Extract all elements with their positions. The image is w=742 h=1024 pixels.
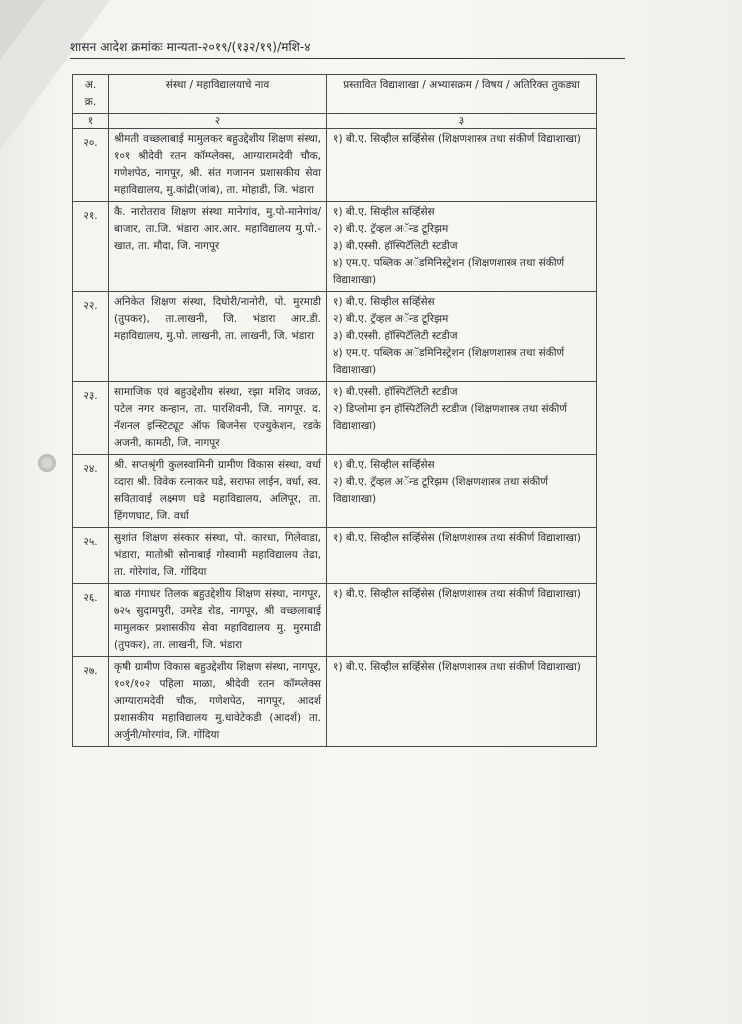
institution-name: कृषी ग्रामीण विकास बहुउद्देशीय शिक्षण संस्था, नागपूर, १०१/१०२ पहिला माळा, श्रीदेवी रतन कॉम्प्लेक्स आग्यारामदेवी चौक, गणेशपेठ, नागपूर, आदर्श प्रशासकीय महाविद्यालय मु.धावेटेकडी (आदर्श) ता. अर्जुनी/मोरगांव, जि. गोंदिया xyxy=(109,657,327,747)
course-item: १) बी.ए. सिव्हील सर्व्हिसेस xyxy=(333,296,435,308)
institution-name: सुशांत शिक्षण संस्कार संस्था, पो. कारधा, गिलेवाडा, भंडारा, मातोश्री सोनाबाई गोस्वामी महाविद्यालय तेढा, ता. गोरेगांव, जि. गोंदिया xyxy=(109,528,327,584)
course-item: ४) एम.ए. पब्लिक अॅडमिनिस्ट्रेशन (शिक्षणशास्त्र तथा संकीर्ण विद्याशाखा) xyxy=(333,347,565,376)
course-item: १) बी.ए. सिव्हील सर्व्हिसेस xyxy=(333,459,435,471)
proposed-courses xyxy=(327,382,597,455)
institution-name: बाळ गंगाधर तिलक बहुउद्देशीय शिक्षण संस्था, नागपूर, ७२५ सुदामपुरी, उमरेड रोड, नागपूर, श्री वच्छलाबाई मामुलकर प्रशासकीय सेवा महाविद्यालय मु. मुरमाडी (तुपकर), ता. लाखनी, जि. भंडारा xyxy=(109,584,327,657)
proposed-courses xyxy=(327,657,597,747)
proposed-courses xyxy=(327,129,597,202)
column-number: २ xyxy=(109,114,327,129)
table-row xyxy=(73,129,597,202)
proposed-courses xyxy=(327,455,597,528)
table-row xyxy=(73,657,597,747)
serial-number: २५. xyxy=(73,528,109,584)
sr-header: अ. क्र. xyxy=(73,75,109,114)
course-item: २) बी.ए. ट्रॅव्हल अॅन्ड टूरिझम (शिक्षणशास्त्र तथा संकीर्ण विद्याशाखा) xyxy=(333,476,548,505)
column-number: १ xyxy=(73,114,109,129)
proposed-courses xyxy=(327,202,597,292)
proposed-courses xyxy=(327,292,597,382)
course-item: ३) बी.एस्सी. हॉस्पिटॅलिटी स्टडीज xyxy=(333,330,458,342)
serial-number: २६. xyxy=(73,584,109,657)
course-item: २) बी.ए. ट्रॅव्हल अॅन्ड टूरिझम xyxy=(333,223,449,235)
table-header-row xyxy=(73,75,597,114)
course-item: २) डिप्लोमा इन हॉस्पिटॅलिटी स्टडीज (शिक्षणशास्त्र तथा संकीर्ण विद्याशाखा) xyxy=(333,403,567,432)
serial-number: २७. xyxy=(73,657,109,747)
table-row xyxy=(73,382,597,455)
serial-number: २४. xyxy=(73,455,109,528)
serial-number: २३. xyxy=(73,382,109,455)
serial-number: २०. xyxy=(73,129,109,202)
course-item: १) बी.एस्सी. हॉस्पिटॅलिटी स्टडीज xyxy=(333,386,458,398)
table-row xyxy=(73,292,597,382)
folded-corner-shadow xyxy=(0,0,45,60)
institution-name: श्रीमती वच्छलाबाई मामुलकर बहुउद्देशीय शिक्षण संस्था, १०१ श्रीदेवी रतन कॉम्प्लेक्स, आग्यारामदेवी चौक, गणेशपेठ, नागपूर, श्री. संत गजानन प्रशासकीय सेवा महाविद्यालय, मु.कांद्री(जांब), ता. मोहाडी, जि. भंडारा xyxy=(109,129,327,202)
course-item: १) बी.ए. सिव्हील सर्व्हिसेस (शिक्षणशास्त्र तथा संकीर्ण विद्याशाखा) xyxy=(333,133,581,145)
course-item: १) बी.ए. सिव्हील सर्व्हिसेस xyxy=(333,206,435,218)
order-number-header: शासन आदेश क्रमांकः मान्यता-२०१९/(१३२/१९)/मशि-४ xyxy=(70,40,311,54)
proposal-header: प्रस्तावित विद्याशाखा / अभ्यासक्रम / विषय / अतिरिक्त तुकड्या xyxy=(327,75,597,114)
serial-number: २१. xyxy=(73,202,109,292)
institution-name: श्री. सप्तश्रृंगी कुलस्वामिनी ग्रामीण विकास संस्था, वर्धा व्दारा श्री. विवेक रत्नाकर घडे, सराफा लाईन, वर्धा, स्व. सवितावाई लक्ष्मण घडे महाविद्यालय, अलिपूर, ता. हिंगणघाट, जि. वर्धा xyxy=(109,455,327,528)
table-row xyxy=(73,584,597,657)
column-number: ३ xyxy=(327,114,597,129)
course-item: ४) एम.ए. पब्लिक अॅडमिनिस्ट्रेशन (शिक्षणशास्त्र तथा संकीर्ण विद्याशाखा) xyxy=(333,257,565,286)
table-row xyxy=(73,455,597,528)
table-row xyxy=(73,202,597,292)
institution-name: सामाजिक एवं बहुउद्देशीय संस्था, रझा मशिद जवळ, पटेल नगर कन्हान, ता. पारशिवनी, जि. नागपूर. द. नॅशनल इन्स्टिट्यूट ऑफ बिजनेस एज्युकेशन, रडके अजनी, कामठी, जि. नागपूर xyxy=(109,382,327,455)
institution-header: संस्था / महाविद्यालयाचे नाव xyxy=(109,75,327,114)
punch-hole xyxy=(38,454,56,472)
proposed-courses xyxy=(327,528,597,584)
course-item: १) बी.ए. सिव्हील सर्व्हिसेस (शिक्षणशास्त्र तथा संकीर्ण विद्याशाखा) xyxy=(333,588,581,600)
course-item: २) बी.ए. ट्रॅव्हल अॅन्ड टूरिझम xyxy=(333,313,449,325)
header-rule xyxy=(70,58,625,59)
course-item: १) बी.ए. सिव्हील सर्व्हिसेस (शिक्षणशास्त्र तथा संकीर्ण विद्याशाखा) xyxy=(333,532,581,544)
column-number-row xyxy=(73,114,597,129)
institution-name: कै. नारोतराव शिक्षण संस्था मानेगांव, मु.पो-मानेगांव/बाजार, ता.जि. भंडारा आर.आर. महाविद्यालय मु.पो.-खात, ता. मौदा, जि. नागपूर xyxy=(109,202,327,292)
table-row xyxy=(73,528,597,584)
proposed-courses xyxy=(327,584,597,657)
course-item: ३) बी.एस्सी. हॉस्पिटॅलिटी स्टडीज xyxy=(333,240,458,252)
course-item: १) बी.ए. सिव्हील सर्व्हिसेस (शिक्षणशास्त्र तथा संकीर्ण विद्याशाखा) xyxy=(333,661,581,673)
serial-number: २२. xyxy=(73,292,109,382)
institution-name: अनिकेत शिक्षण संस्था, दिघोरी/नानोरी, पो. मुरमाडी (तुपकर), ता.लाखनी, जि. भंडारा आर.डी. महाविद्यालय, मु.पो. लाखनी, ता. लाखनी, जि. भंडारा xyxy=(109,292,327,382)
institutions-table xyxy=(72,74,597,747)
